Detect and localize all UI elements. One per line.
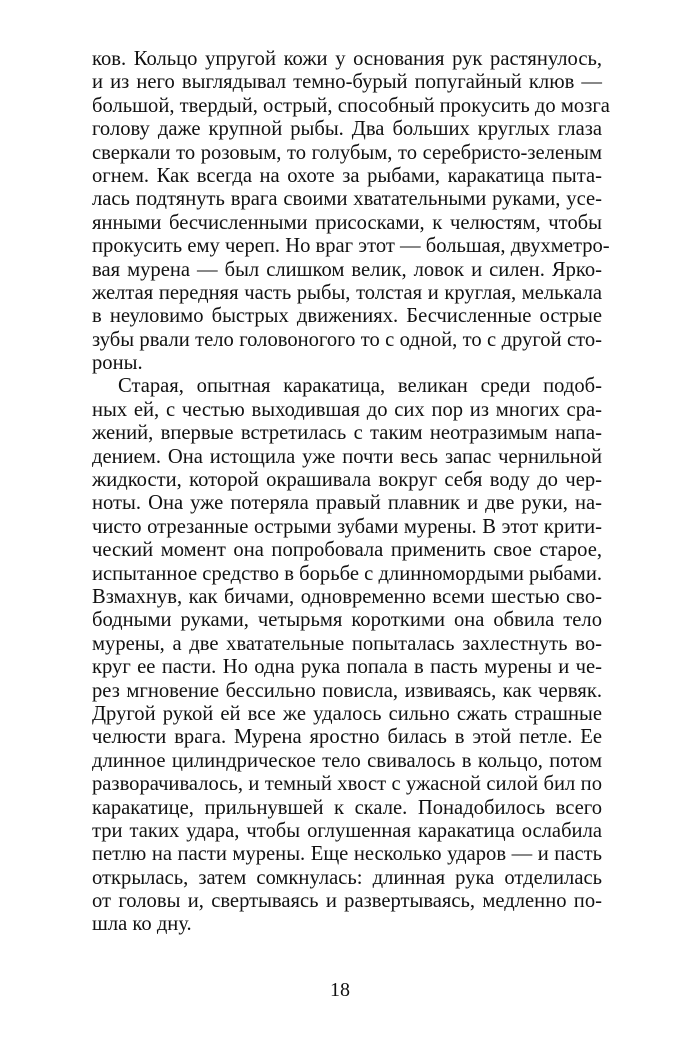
text-line: петлю на пасти мурены. Еще несколько ударов — и пасть [92, 843, 602, 866]
text-line: жидкости, которой окрашивала вокруг себя воду до чер- [92, 469, 602, 492]
text-line: разворачивалось, и темный хвост с ужасной силой бил по [92, 773, 602, 796]
text-line: зубы рвали тело головоногого то с одной, то с другой сто- [92, 328, 602, 351]
text-line: ческий момент она попробовала применить свое старое, [92, 539, 602, 562]
text-line: бодными руками, четырьмя короткими она обвила тело [92, 609, 602, 632]
text-line: круг ее пасти. Но одна рука попала в пасть мурены и че- [92, 656, 602, 679]
text-line: челюсти врага. Мурена яростно билась в этой петле. Ее [92, 726, 602, 749]
text-line: в неуловимо быстрых движениях. Бесчисленные острые [92, 305, 602, 328]
text-line: сверкали то розовым, то голубым, то серебристо-зеленым [92, 141, 602, 164]
text-line: огнем. Как всегда на охоте за рыбами, каракатица пыта- [92, 164, 602, 187]
text-line: ных ей, с честью выходившая до сих пор из многих сра- [92, 398, 602, 421]
text-line: Старая, опытная каракатица, великан среди подоб- [118, 375, 602, 398]
text-line: жений, впервые встретилась с таким неотразимым напа- [92, 422, 602, 445]
text-line: вая мурена — был слишком велик, ловок и силен. Ярко- [92, 258, 602, 281]
paragraph-1 [92, 48, 610, 375]
text-line: янными бесчисленными присосками, к челюстям, чтобы [92, 211, 602, 234]
text-line: открылась, затем сомкнулась: длинная рука отделилась [92, 866, 602, 889]
page-body [92, 48, 610, 937]
text-line: дением. Она истощила уже почти весь запас чернильной [92, 445, 602, 468]
text-line: роны. [92, 352, 143, 375]
text-line: шла ко дну. [92, 913, 192, 936]
text-line: лась подтянуть врага своими хватательными руками, усе- [92, 188, 602, 211]
text-line: большой, твердый, острый, способный прокусить до мозга [92, 94, 610, 117]
text-line: Другой рукой ей все же удалось сильно сжать страшные [92, 702, 602, 725]
text-line: длинное цилиндрическое тело свивалось в кольцо, потом [92, 749, 602, 772]
text-line: прокусить ему череп. Но враг этот — большая, двухметро- [92, 235, 610, 258]
text-line: каракатице, прильнувшей к скале. Понадобилось всего [92, 796, 602, 819]
text-line: голову даже крупной рыбы. Два больших круглых глаза [92, 118, 602, 141]
text-line: рез мгновение бессильно повисла, извиваясь, как червяк. [92, 679, 602, 702]
text-line: от головы и, свертываясь и развертываясь, медленно по- [92, 890, 602, 913]
text-line: Взмахнув, как бичами, одновременно всеми шестью сво- [92, 585, 602, 608]
text-line: ноты. Она уже потеряла правый плавник и две руки, на- [92, 492, 602, 515]
text-line: три таких удара, чтобы оглушенная каракатица ослабила [92, 819, 602, 842]
text-line: ков. Кольцо упругой кожи у основания рук растянулось, [92, 48, 602, 70]
text-line: мурены, а две хватательные попыталась захлестнуть во- [92, 632, 602, 655]
text-line: и из него выглядывал темно-бурый попугайный клюв — [92, 71, 602, 94]
paragraph-2 [92, 375, 602, 936]
text-line: желтая передняя часть рыбы, толстая и круглая, мелькала [92, 281, 602, 304]
text-line: чисто отрезанные острыми зубами мурены. В этот крити- [92, 515, 602, 538]
page-number: 18 [330, 979, 350, 1001]
text-line: испытанное средство в борьбе с длинномордыми рыбами. [92, 562, 602, 585]
